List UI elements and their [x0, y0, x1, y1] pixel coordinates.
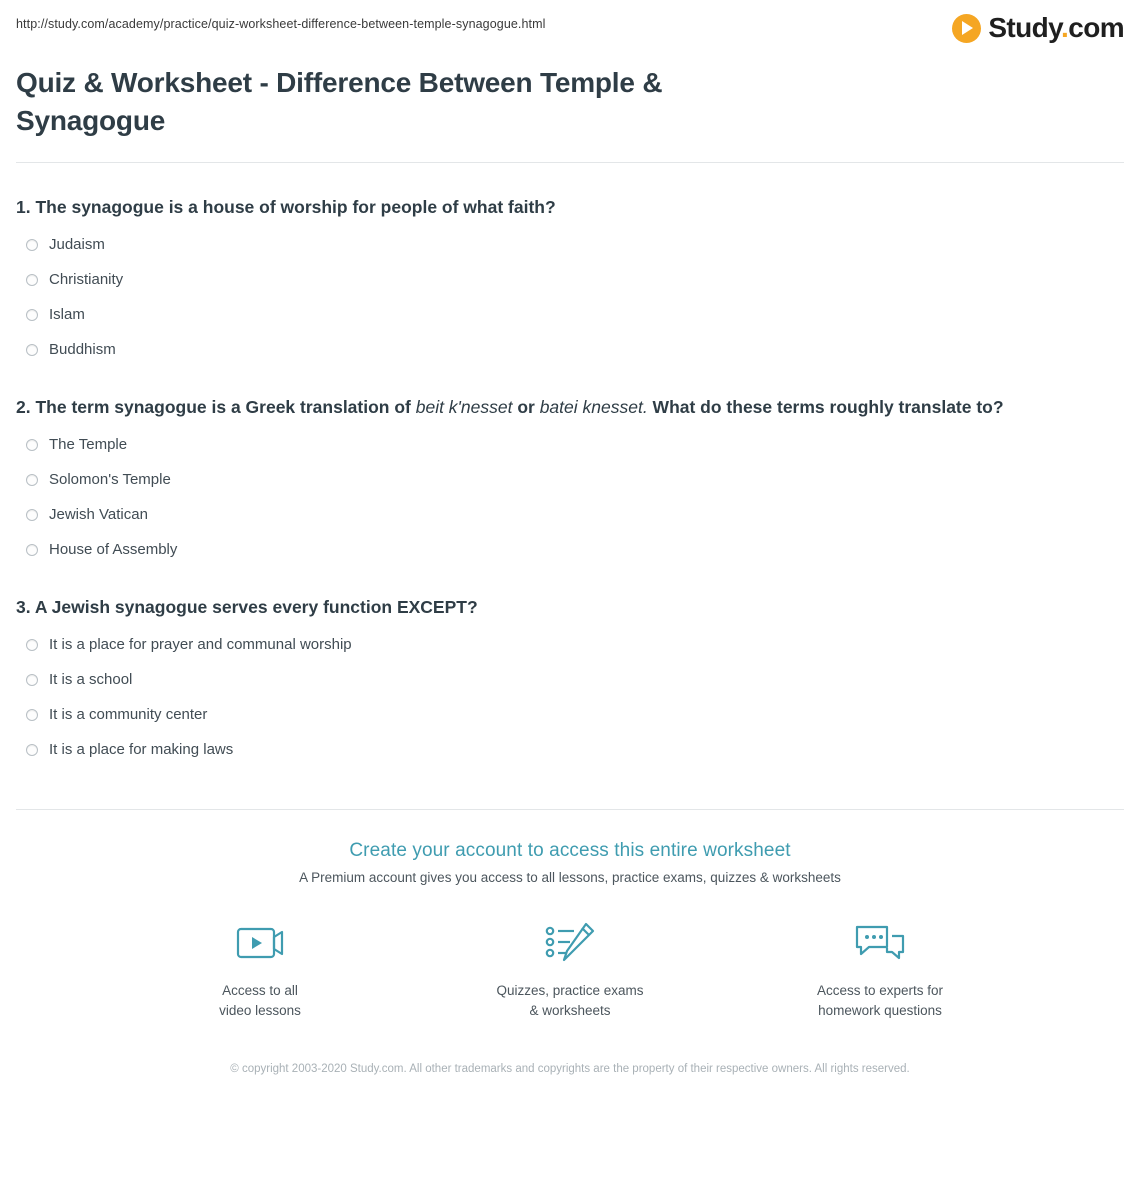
- feature-line-1: Access to all: [222, 983, 298, 999]
- question-number: 2.: [16, 397, 31, 418]
- feature-expert-help: [795, 919, 965, 1020]
- feature-line-2: video lessons: [219, 1002, 301, 1018]
- question-number: 3.: [16, 597, 31, 618]
- radio-button-icon[interactable]: [26, 439, 38, 451]
- answer-label: Islam: [49, 306, 85, 324]
- feature-line-2: homework questions: [818, 1002, 942, 1018]
- radio-button-icon[interactable]: [26, 274, 38, 286]
- answer-option[interactable]: [16, 732, 1124, 767]
- study-com-logo[interactable]: [952, 12, 1124, 44]
- page-url: http://study.com/academy/practice/quiz-worksheet-difference-between-temple-synagogue.html: [16, 17, 546, 31]
- answer-label: Buddhism: [49, 341, 116, 359]
- chat-bubbles-icon: [795, 919, 965, 969]
- question-emphasis-2: batei knesset.: [539, 397, 648, 418]
- answer-label: Solomon's Temple: [49, 471, 171, 489]
- question-emphasis-1: beit k'nesset: [415, 397, 513, 418]
- video-play-icon: [175, 919, 345, 969]
- radio-button-icon[interactable]: [26, 544, 38, 556]
- brand-tld: com: [1068, 12, 1124, 43]
- question-body: The synagogue is a house of worship for people of what faith?: [35, 197, 556, 218]
- radio-button-icon[interactable]: [26, 639, 38, 651]
- answer-option[interactable]: [16, 462, 1124, 497]
- question-text: [16, 193, 1076, 221]
- radio-button-icon[interactable]: [26, 474, 38, 486]
- question-connector: or: [512, 397, 540, 418]
- brand-dot: .: [1061, 12, 1069, 43]
- answer-options: [16, 427, 1124, 567]
- question-3: [16, 567, 1124, 767]
- answer-option[interactable]: [16, 627, 1124, 662]
- answer-label: Jewish Vatican: [49, 506, 148, 524]
- feature-line-2: & worksheets: [529, 1002, 611, 1018]
- question-suffix: What do these terms roughly translate to?: [647, 397, 1004, 418]
- question-body: A Jewish synagogue serves every function EXCEPT?: [34, 597, 478, 618]
- answer-options: [16, 627, 1124, 767]
- answer-label: The Temple: [49, 436, 128, 454]
- answer-label: It is a school: [49, 671, 133, 689]
- play-circle-icon: [952, 14, 981, 43]
- feature-line-1: Access to experts for: [816, 983, 944, 999]
- answer-option[interactable]: [16, 332, 1124, 367]
- question-body: The term synagogue is a Greek translation of: [35, 397, 416, 418]
- radio-button-icon[interactable]: [26, 344, 38, 356]
- radio-button-icon[interactable]: [26, 509, 38, 521]
- answer-label: Judaism: [49, 236, 105, 254]
- quiz-questions: [16, 163, 1124, 767]
- answer-options: [16, 227, 1124, 367]
- answer-label: It is a community center: [49, 706, 208, 724]
- page-header: [16, 0, 1124, 48]
- answer-option[interactable]: [16, 497, 1124, 532]
- premium-promo: [16, 810, 1124, 1103]
- radio-button-icon[interactable]: [26, 709, 38, 721]
- question-1: [16, 167, 1124, 367]
- radio-button-icon[interactable]: [26, 744, 38, 756]
- radio-button-icon[interactable]: [26, 239, 38, 251]
- answer-option[interactable]: [16, 262, 1124, 297]
- radio-button-icon[interactable]: [26, 674, 38, 686]
- answer-option[interactable]: [16, 662, 1124, 697]
- answer-option[interactable]: [16, 532, 1124, 567]
- feature-line-1: Quizzes, practice exams: [496, 983, 644, 999]
- answer-label: House of Assembly: [49, 541, 178, 559]
- promo-title[interactable]: Create your account to access this entire worksheet: [349, 840, 791, 862]
- question-2: [16, 367, 1124, 567]
- brand-name: Study: [988, 12, 1062, 43]
- quiz-pencil-icon: [485, 919, 655, 969]
- feature-quizzes-worksheets: [485, 919, 655, 1020]
- answer-option[interactable]: [16, 297, 1124, 332]
- question-text: [16, 593, 1076, 621]
- feature-video-lessons: [175, 919, 345, 1020]
- answer-label: Christianity: [49, 271, 124, 289]
- answer-option[interactable]: [16, 697, 1124, 732]
- page-title: Quiz & Worksheet - Difference Between Temple & Synagogue: [16, 67, 663, 137]
- copyright-notice: © copyright 2003-2020 Study.com. All other trademarks and copyrights are the property of their respective owners. All rights reserved.: [230, 1063, 910, 1076]
- answer-option[interactable]: [16, 227, 1124, 262]
- promo-features: [16, 885, 1124, 1020]
- answer-label: It is a place for making laws: [49, 741, 234, 759]
- question-text: [16, 393, 1076, 421]
- radio-button-icon[interactable]: [26, 309, 38, 321]
- answer-label: It is a place for prayer and communal worship: [49, 636, 352, 654]
- answer-option[interactable]: [16, 427, 1124, 462]
- promo-subtitle: A Premium account gives you access to all lessons, practice exams, quizzes & worksheets: [299, 870, 841, 886]
- question-number: 1.: [16, 197, 31, 218]
